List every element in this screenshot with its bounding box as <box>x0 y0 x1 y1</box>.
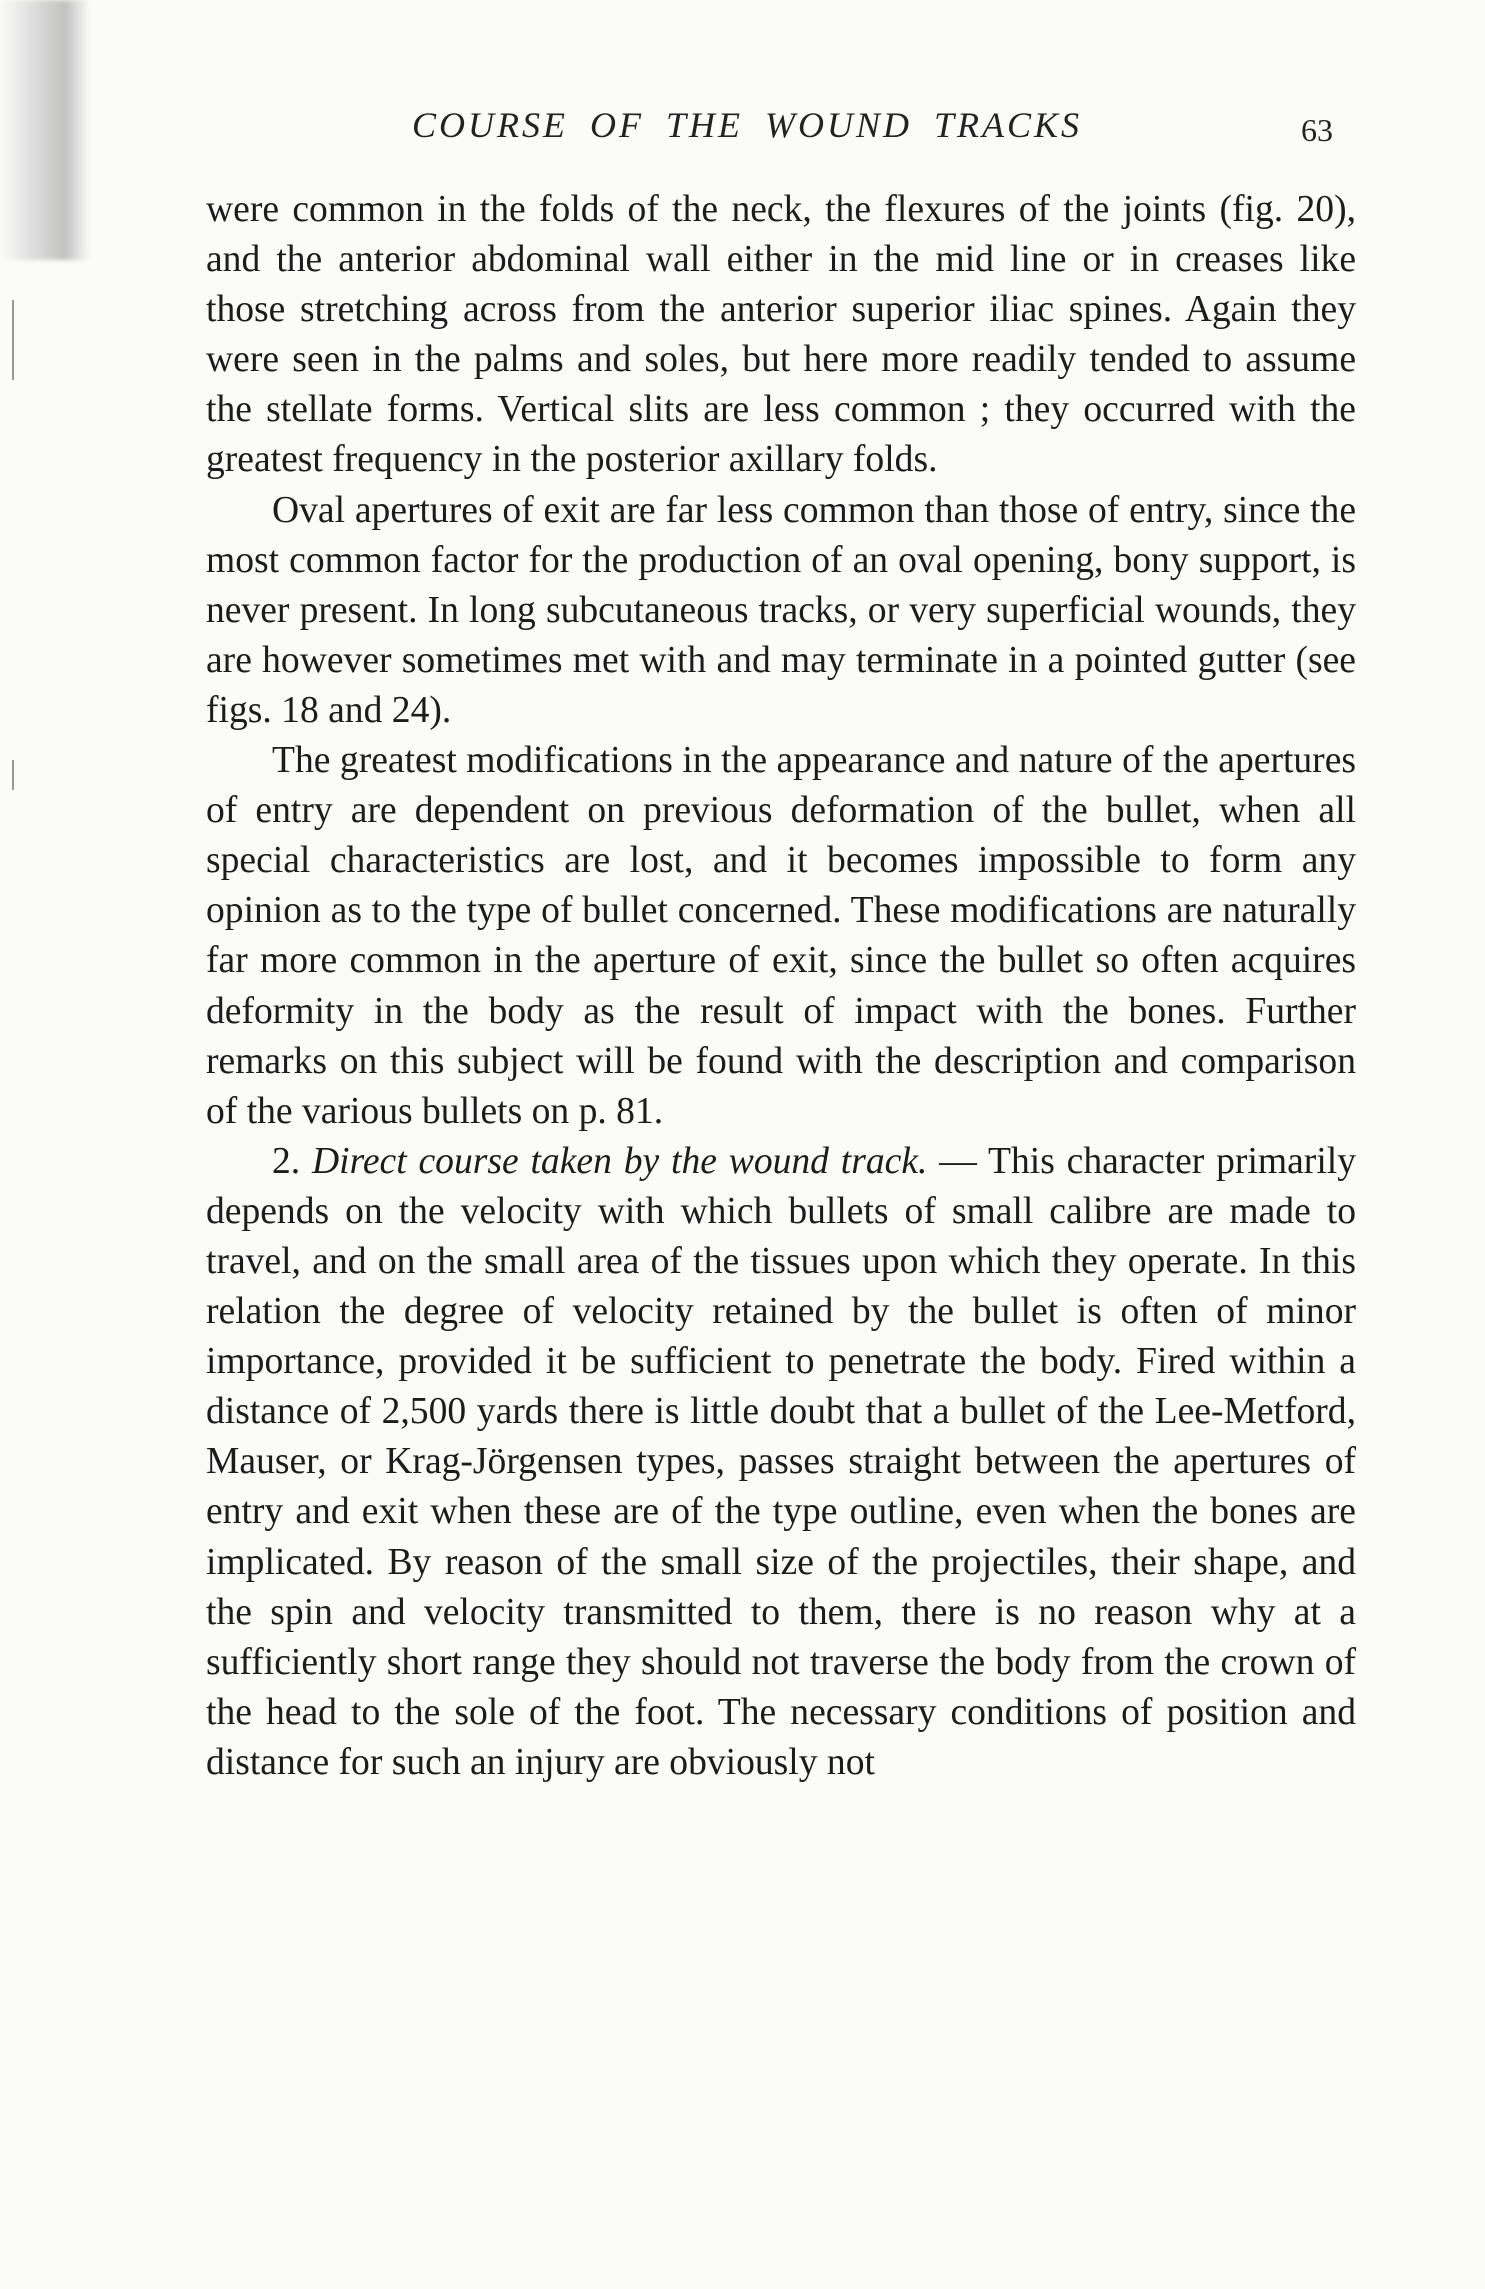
body-text <box>206 185 1356 1788</box>
page-header <box>0 104 1485 154</box>
section-number: 2. <box>272 1140 301 1182</box>
paragraph: Oval apertures of exit are far less common than those of entry, since the most common factor for the production of an oval opening, bony support, is never present. In long subcutaneous tracks, or very superficial wounds, they are however sometimes met with and may terminate in a pointed gutter (see figs. 18 and 24). <box>206 489 1356 731</box>
running-title: COURSE OF THE WOUND TRACKS <box>412 105 1083 145</box>
paragraph: were common in the folds of the neck, the flexures of the joints (fig. 20), and the anterior abdominal wall either in the mid line or in creases like those stretching across from the anterior superior iliac spines. Again they were seen in the palms and soles, but here more readily tended to assume the stellate forms. Vertical slits are less common ; they occurred with the greatest frequency in the posterior axillary folds. <box>206 189 1356 481</box>
section-dash: — <box>939 1140 977 1182</box>
section-heading: Direct course taken by the wound track. <box>312 1140 928 1182</box>
scan-artifact-line <box>12 300 14 380</box>
paragraph: The greatest modifications in the appearance and nature of the apertures of entry are dependent on previous deformation of the bullet, when all special characteristics are lost, and it becomes impossible to form any opinion as to the type of bullet concerned. These modifications are naturally far more common in the aperture of exit, since the bullet so often acquires deformity in the body as the result of impact with the bones. Further remarks on this subject will be found with the description and comparison of the various bullets on p. 81. <box>206 740 1356 1132</box>
section-paragraph <box>206 1137 1356 1788</box>
section-text: This character primarily depends on the velocity with which bullets of small calibre are made to travel, and on the small area of the tissues upon which they operate. In this relation the degree of velocity retained by the bullet is often of minor importance, provided it be sufficient to penetrate the body. Fired within a distance of 2,500 yards there is little doubt that a bullet of the Lee-Metford, Mauser, or Krag-Jörgensen types, passes straight between the apertures of entry and exit when these are of the type outline, even when the bones are implicated. By reason of the small size of the projectiles, their shape, and the spin and velocity transmitted to them, there is no reason why at a sufficiently short range they should not traverse the body from the crown of the head to the sole of the foot. The necessary conditions of position and distance for such an injury are obviously not <box>206 1140 1356 1783</box>
page-number: 63 <box>1301 112 1333 148</box>
scan-artifact-line <box>12 760 14 790</box>
